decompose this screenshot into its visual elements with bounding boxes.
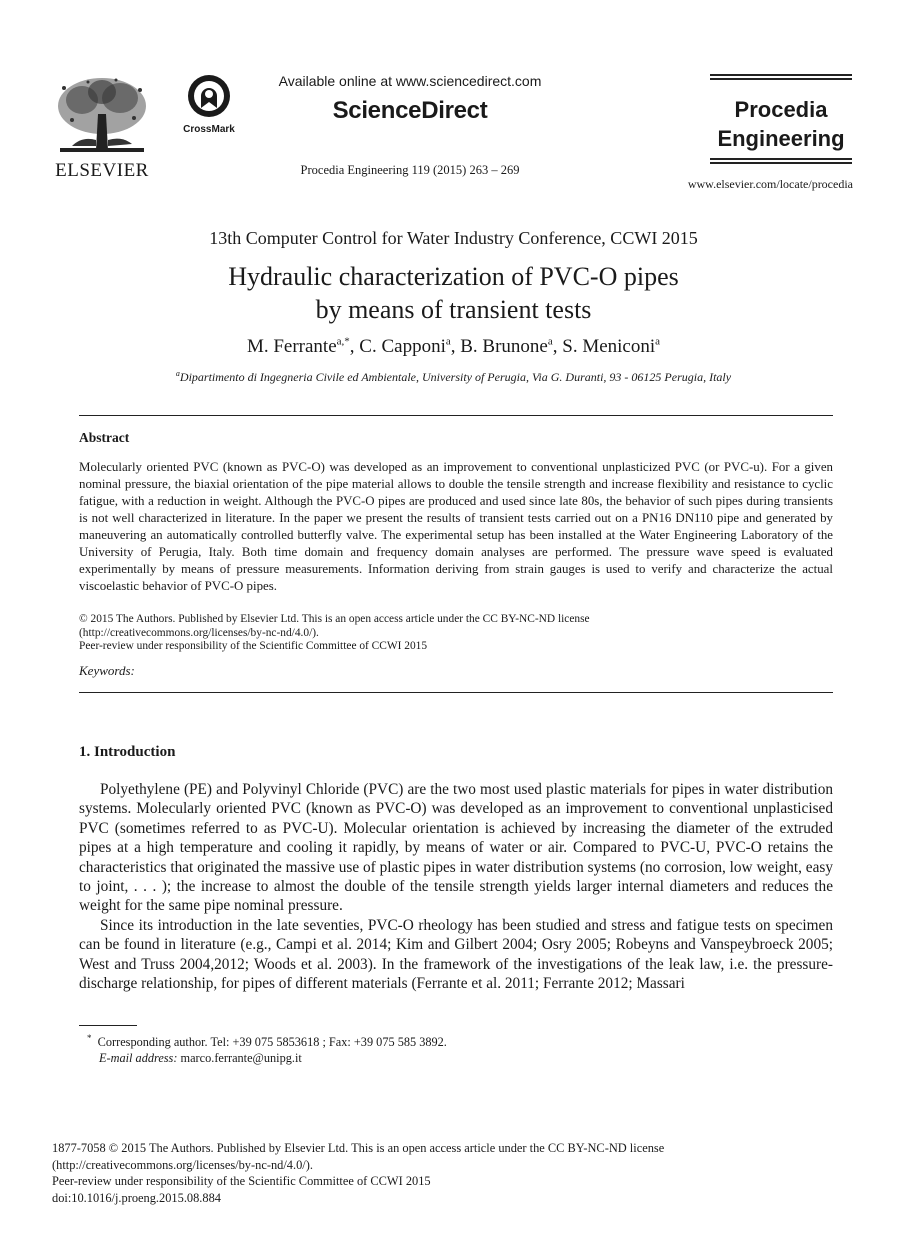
title-line: by means of transient tests <box>315 295 592 324</box>
author: B. Brunone$^a$, <box>460 336 563 358</box>
email-line: E-mail address: marco.ferrante@unipg.it <box>99 1050 302 1065</box>
author: S. Meniconi$^a$ <box>562 336 661 358</box>
peer-review-note: Peer-review under responsibility of the Scientific Committee of CCWI 2015 <box>79 640 428 653</box>
footnote <box>87 1031 447 1066</box>
journal-title-box <box>710 74 852 166</box>
journal-title-line: Procedia <box>734 97 828 122</box>
author: C. Capponi$^a$, <box>359 336 461 358</box>
copyright-line: © 2015 The Authors. Published by Elsevier Ltd. This is an open access article under the CC BY-NC-ND license <box>79 613 590 625</box>
sciencedirect-brand: ScienceDirect <box>332 97 488 124</box>
page-footer <box>52 1140 852 1206</box>
divider <box>79 692 833 693</box>
author: M. Ferrante$^{a,*}$, <box>246 336 360 358</box>
footnote-rule <box>79 1025 137 1026</box>
journal-title-line: Engineering <box>717 126 845 151</box>
license-link[interactable]: (http://creativecommons.org/licenses/by-nc-nd/4.0/). <box>52 1157 313 1172</box>
copyright-notice <box>79 613 833 654</box>
crossmark-label: CrossMark <box>183 124 235 135</box>
publisher-name: ELSEVIER <box>55 160 149 181</box>
divider <box>79 415 833 416</box>
license-link[interactable]: (http://creativecommons.org/licenses/by-nc-nd/4.0/). <box>79 626 319 639</box>
paper-title <box>0 260 907 326</box>
doi[interactable]: doi:10.1016/j.proeng.2015.08.884 <box>52 1190 221 1205</box>
elsevier-logo <box>52 74 152 182</box>
corresponding-author: * Corresponding author. Tel: +39 075 5853618 ; Fax: +39 075 585 3892. <box>87 1033 447 1050</box>
journal-url[interactable]: www.elsevier.com/locate/procedia <box>687 177 853 191</box>
journal-reference: Procedia Engineering 119 (2015) 263 – 269 <box>300 163 520 177</box>
email-link[interactable]: marco.ferrante@unipg.it <box>180 1050 302 1065</box>
author-list <box>0 336 907 358</box>
abstract-text: Molecularly oriented PVC (known as PVC-O) was developed as an improvement to conventional unplasticized PVC (or PVC-u). For a given nominal pressure, the biaxial orientation of the pipe material allows to double the tensile strength and increase flexibility and resistance to cyclic fatigue, with a reduction in weight. Although the PVC-O pipes are produced and used since late 80s, the behavior of such pipes during transients is not well characterized in literature. In the paper we present the results of transient tests carried out on a PN16 DN110 pipe and generated by maneuvering an automatically controlled butterfly valve. The experimental setup has been installed at the Water Engineering Laboratory of the University of Perugia, Italy. Both time domain and frequency domain analyses are performed. The pressure wave speed is evaluated experimentally by means of pressure measurements. Information deriving from strain gauges is used to verify and characterize the actual viscoelastic behavior of PVC-O pipes. <box>79 460 833 593</box>
introduction-body <box>79 780 833 993</box>
keywords-label: Keywords: <box>79 663 135 678</box>
section-heading: 1. Introduction <box>79 744 176 760</box>
available-online: Available online at www.sciencedirect.com <box>278 73 542 89</box>
title-line: Hydraulic characterization of PVC-O pipes <box>228 262 679 291</box>
paragraph: Since its introduction in the late seventies, PVC-O rheology has been studied and stress and fatigue tests on specimen can be found in literature (e.g., Campi et al. 2014; Kim and Gilbert 2004; Osry 2005; Robeyns and Vanspeybroeck 2005; West and Truss 2004,2012; Woods et al. 2003). In the framework of the investigations of the leak law, i.e. the pressure-discharge relationship, for pipes of different materials (Ferrante et al. 2011; Ferrante 2012; Massari <box>79 916 833 993</box>
crossmark-icon <box>187 74 231 118</box>
elsevier-tree-icon <box>52 74 152 158</box>
paragraph: Polyethylene (PE) and Polyvinyl Chloride (PVC) are the two most used plastic materials for pipes in water distribution systems. Molecularly oriented PVC (known as PVC-O) was developed as an improvement to conventional unplasticised PVC (sometimes referred to as PVC-U). Molecular orientation is achieved by increasing the diameter of the extruded pipes at a high temperature and cooling it rapidly, by means of water or air. Compared to PVC-U, PVC-O retains the characteristics that originated the massive use of plastic pipes in water distribution systems (no corrosion, low weight, easy to joint, . . . ); the increase to almost the double of the tensile strength yields larger internal diameters and reduces the weight for the same pipe nominal pressure. <box>79 781 833 915</box>
peer-review-note: Peer-review under responsibility of the Scientific Committee of CCWI 2015 <box>52 1174 431 1188</box>
abstract-heading: Abstract <box>79 430 130 445</box>
conference-name: 13th Computer Control for Water Industry Conference, CCWI 2015 <box>209 228 698 248</box>
journal-title <box>710 82 852 158</box>
affiliation: $^a$Dipartimento di Ingegneria Civile ed Ambientale, University of Perugia, Via G. Duranti, 93 - 06125 Perugia, Italy <box>175 369 732 384</box>
issn-line: 1877-7058 © 2015 The Authors. Published by Elsevier Ltd. This is an open access article under the CC BY-NC-ND license <box>52 1141 665 1155</box>
crossmark-badge[interactable] <box>178 74 240 135</box>
